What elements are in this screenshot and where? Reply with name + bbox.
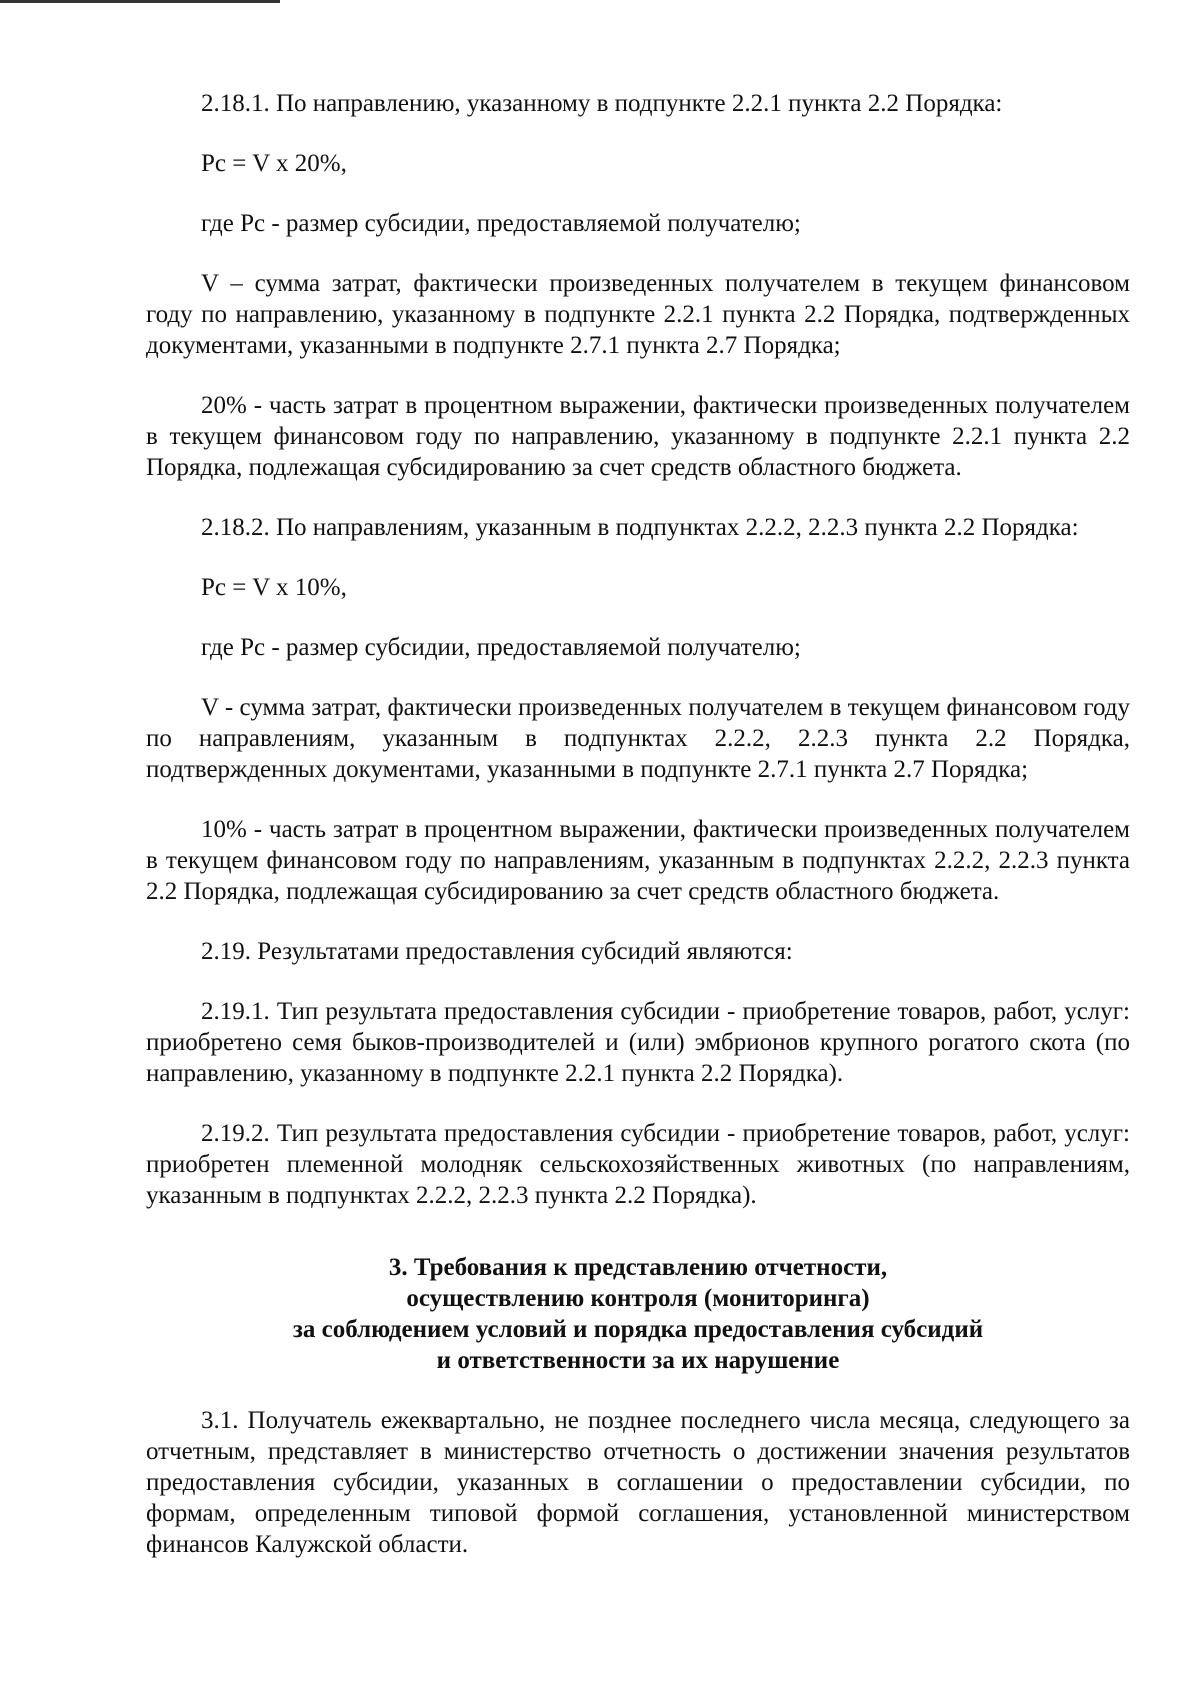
section-3-heading-line-4: и ответственности за их нарушение (436, 1347, 840, 1374)
definition-10-percent: 10% - часть затрат в процентном выражении, фактически произведенных получателем в текущем финансовом году по направлениям, указанным в подпунктах 2.2.2, 2.2.3 пункта 2.2 Порядка, подлежащая субсидированию за счет средств областного бюджета. (146, 816, 1130, 905)
paragraph-3-1: 3.1. Получатель ежеквартально, не позднее последнего числа месяца, следующего за отчетным, представляет в министерство отчетность о достижении значения результатов предоставления субсидии, указанных в соглашении о предоставлении субсидии, по формам, определенным типовой формой соглашения, установленной министерством финансов Калужской области. (146, 1407, 1130, 1558)
paragraph-2-19-1: 2.19.1. Тип результата предоставления субсидии - приобретение товаров, работ, услуг: приобретено семя быков-производителей и (или) эмбрионов крупного рогатого скота (по направлению, указанному в подпункте 2.2.1 пункта 2.2 Порядка). (146, 998, 1130, 1087)
definition-rc-1: где Рс - размер субсидии, предоставляемой получателю; (201, 210, 801, 237)
section-3-heading (146, 1252, 1130, 1376)
top-border-line (0, 0, 280, 3)
formula-20-percent: Pc = V x 20%, (201, 150, 347, 177)
formula-10-percent: Pc = V x 10%, (201, 574, 347, 601)
section-3-heading-line-2: осуществлению контроля (мониторинга) (406, 1285, 870, 1312)
paragraph-2-19-2: 2.19.2. Тип результата предоставления субсидии - приобретение товаров, работ, услуг: приобретен племенной молодняк сельскохозяйственных животных (по направлениям, указанным в подпунктах 2.2.2, 2.2.3 пункта 2.2 Порядка). (146, 1120, 1130, 1209)
paragraph-2-18-2: 2.18.2. По направлениям, указанным в подпунктах 2.2.2, 2.2.3 пункта 2.2 Порядка: (201, 514, 1079, 541)
section-3-heading-line-3: за соблюдением условий и порядка предоставления субсидий (292, 1316, 984, 1343)
definition-v-2: V - сумма затрат, фактически произведенных получателем в текущем финансовом году по направлениям, указанным в подпунктах 2.2.2, 2.2.3 пункта 2.2 Порядка, подтвержденных документами, указанными в подпункте 2.7.1 пункта 2.7 Порядка; (146, 694, 1130, 783)
definition-rc-2: где Рс - размер субсидии, предоставляемой получателю; (201, 634, 801, 661)
paragraph-2-18-1: 2.18.1. По направлению, указанному в подпункте 2.2.1 пункта 2.2 Порядка: (201, 90, 1003, 117)
section-3-heading-line-1: 3. Требования к представлению отчетности, (388, 1254, 888, 1281)
definition-v-1: V – сумма затрат, фактически произведенных получателем в текущем финансовом году по направлению, указанному в подпункте 2.2.1 пункта 2.2 Порядка, подтвержденных документами, указанными в подпункте 2.7.1 пункта 2.7 Порядка; (146, 270, 1130, 359)
paragraph-2-19: 2.19. Результатами предоставления субсидий являются: (201, 938, 793, 965)
definition-20-percent: 20% - часть затрат в процентном выражении, фактически произведенных получателем в текущем финансовом году по направлению, указанному в подпункте 2.2.1 пункта 2.2 Порядка, подлежащая субсидированию за счет средств областного бюджета. (146, 392, 1130, 481)
document-page (146, 88, 1130, 1589)
